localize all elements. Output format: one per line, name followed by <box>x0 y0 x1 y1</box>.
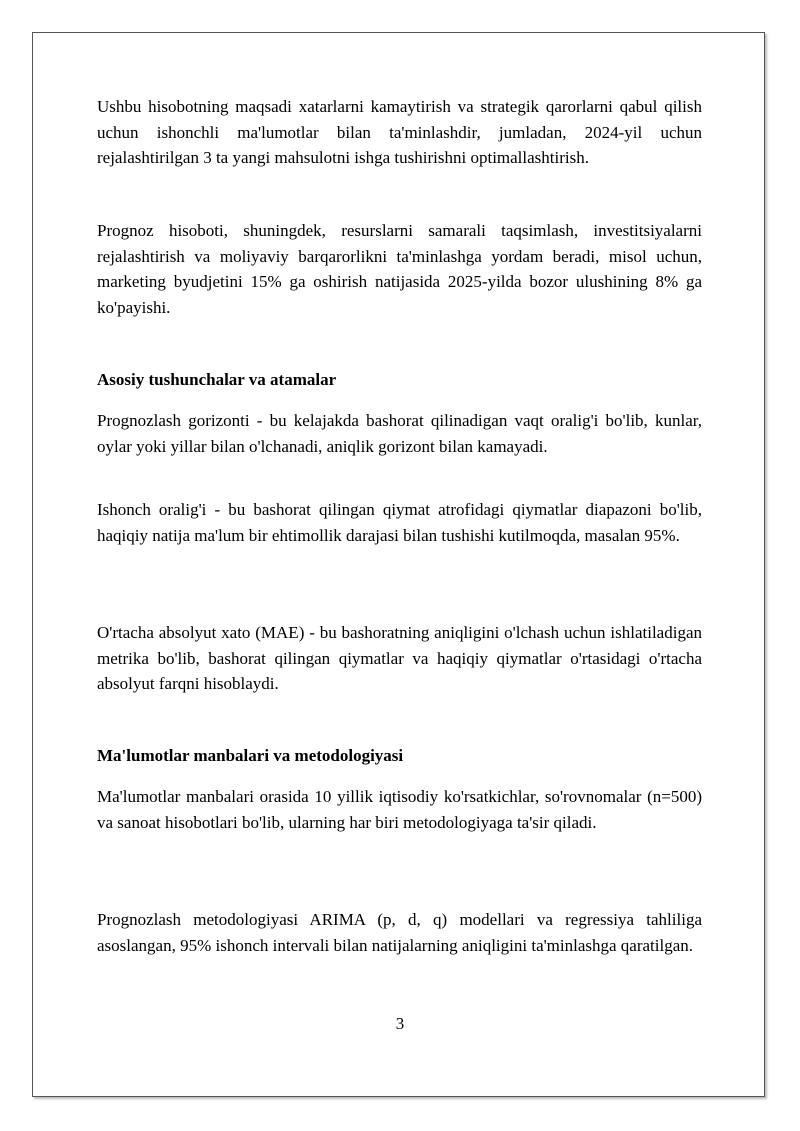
page-number: 3 <box>395 1014 405 1033</box>
paragraph-data-sources: Ma'lumotlar manbalari orasida 10 yillik iqtisodiy ko'rsatkichlar, so'rovnomalar (n=500) va sanoat hisobotlari bo'lib, ularning har biri metodologiyaga ta'sir qiladi. <box>97 787 702 832</box>
paragraph-confidence-interval: Ishonch oralig'i - bu bashorat qilingan qiymat atrofidagi qiymatlar diapazoni bo'lib, haqiqiy natija ma'lum bir ehtimollik darajasi bilan tushishi kutilmoqda, masalan 95%. <box>97 500 702 545</box>
paragraph-forecast-report: Prognoz hisoboti, shuningdek, resurslarni samarali taqsimlash, investitsiyalarni rejalashtirish va moliyaviy barqarorlikni ta'minlashga yordam beradi, misol uchun, marketing byudjetini 15% ga oshirish natijasida 2025-yilda bozor ulushining 8% ga ko'payishi. <box>97 221 702 317</box>
section-heading-key-concepts: Asosiy tushunchalar va atamalar <box>97 370 337 389</box>
paragraph-purpose: Ushbu hisobotning maqsadi xatarlarni kamaytirish va strategik qarorlarni qabul qilish uchun ishonchli ma'lumotlar bilan ta'minlashdir, jumladan, 2024-yil uchun rejalashtirilgan 3 ta yangi mahsulotni ishga tushirishni optimallashtirish. <box>97 97 702 167</box>
paragraph-methodology: Prognozlash metodologiyasi ARIMA (p, d, q) modellari va regressiya tahliliga asoslangan, 95% ishonch intervali bilan natijalarning aniqligini ta'minlashga qaratilgan. <box>97 910 702 955</box>
section-heading-data-sources: Ma'lumotlar manbalari va metodologiyasi <box>97 746 404 765</box>
paragraph-mae: O'rtacha absolyut xato (MAE) - bu bashoratning aniqligini o'lchash uchun ishlatiladigan metrika bo'lib, bashorat qilingan qiymatlar va haqiqiy qiymatlar o'rtasidagi o'rtacha absolyut farqni hisoblaydi. <box>97 623 702 693</box>
paragraph-forecast-horizon: Prognozlash gorizonti - bu kelajakda bashorat qilinadigan vaqt oralig'i bo'lib, kunlar, oylar yoki yillar bilan o'lchanadi, aniqlik gorizont bilan kamayadi. <box>97 411 702 456</box>
